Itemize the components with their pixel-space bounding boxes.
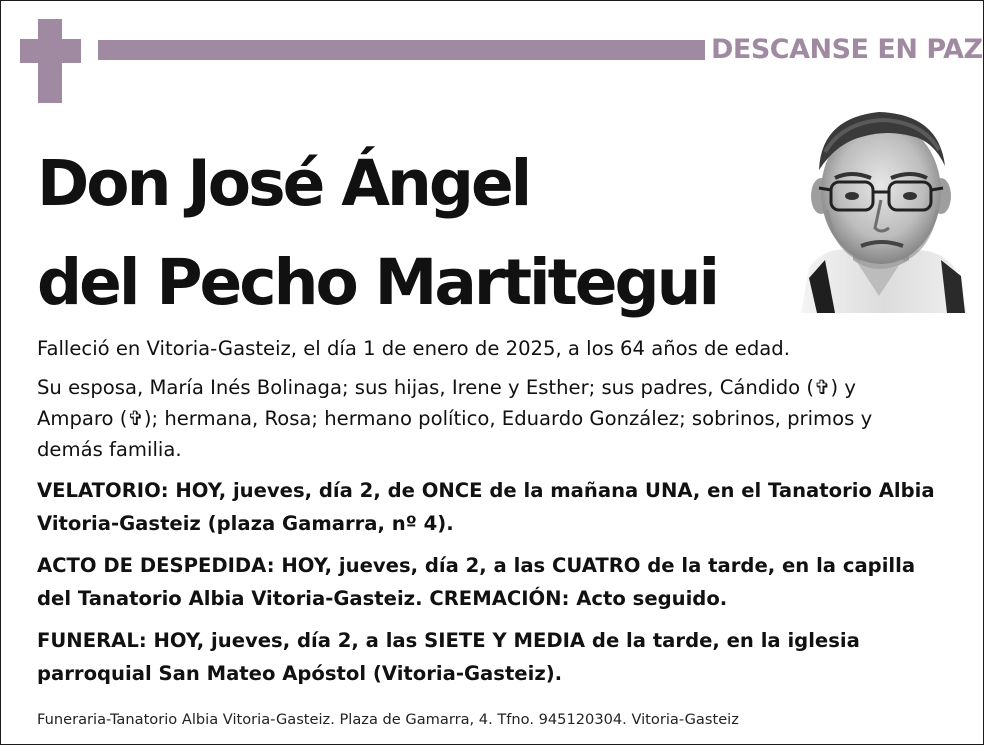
deceased-name-line2: del Pecho Martitegui bbox=[37, 246, 718, 319]
acto-despedida-notice: ACTO DE DESPEDIDA: HOY, jueves, día 2, a las CUATRO de la tarde, en la capilla del Tanatorio Albia Vitoria-Gasteiz. CREMACIÓN: Acto seguido. bbox=[37, 554, 916, 610]
header-rule bbox=[98, 40, 705, 60]
footer-funeral-home: Funeraria-Tanatorio Albia Vitoria-Gasteiz. Plaza de Gamarra, 4. Tfno. 945120304. Vitoria-Gasteiz bbox=[37, 711, 739, 728]
family-text-1: Su esposa, María Inés Bolinaga; sus hijas, Irene y Esther; sus padres, Cándido ( bbox=[37, 376, 815, 399]
deceased-name bbox=[37, 134, 717, 332]
small-cross-icon: ✞ bbox=[814, 376, 831, 399]
cross-horizontal-bar bbox=[20, 39, 81, 63]
small-cross-icon: ✞ bbox=[127, 407, 144, 430]
velatorio-notice: VELATORIO: HOY, jueves, día 2, de ONCE de la mañana UNA, en el Tanatorio Albia Vitoria-Gasteiz (plaza Gamarra, nº 4). bbox=[37, 479, 935, 535]
funeral-notice: FUNERAL: HOY, jueves, día 2, a las SIETE Y MEDIA de la tarde, en la iglesia parroquial San Mateo Apóstol (Vitoria-Gasteiz). bbox=[37, 629, 860, 685]
deceased-name-line1: Don José Ángel bbox=[37, 147, 530, 220]
family-text-3: ); hermana, Rosa; hermano político, Eduardo González; sobrinos, primos y demás familia. bbox=[37, 407, 873, 461]
header-tagline: DESCANSE EN PAZ bbox=[711, 34, 983, 65]
notice-body bbox=[37, 332, 937, 690]
deceased-photo bbox=[791, 100, 969, 313]
family-notice bbox=[37, 372, 937, 465]
death-notice: Falleció en Vitoria-Gasteiz, el día 1 de enero de 2025, a los 64 años de edad. bbox=[37, 337, 790, 360]
family-text-2: ) y Amparo ( bbox=[37, 376, 856, 430]
